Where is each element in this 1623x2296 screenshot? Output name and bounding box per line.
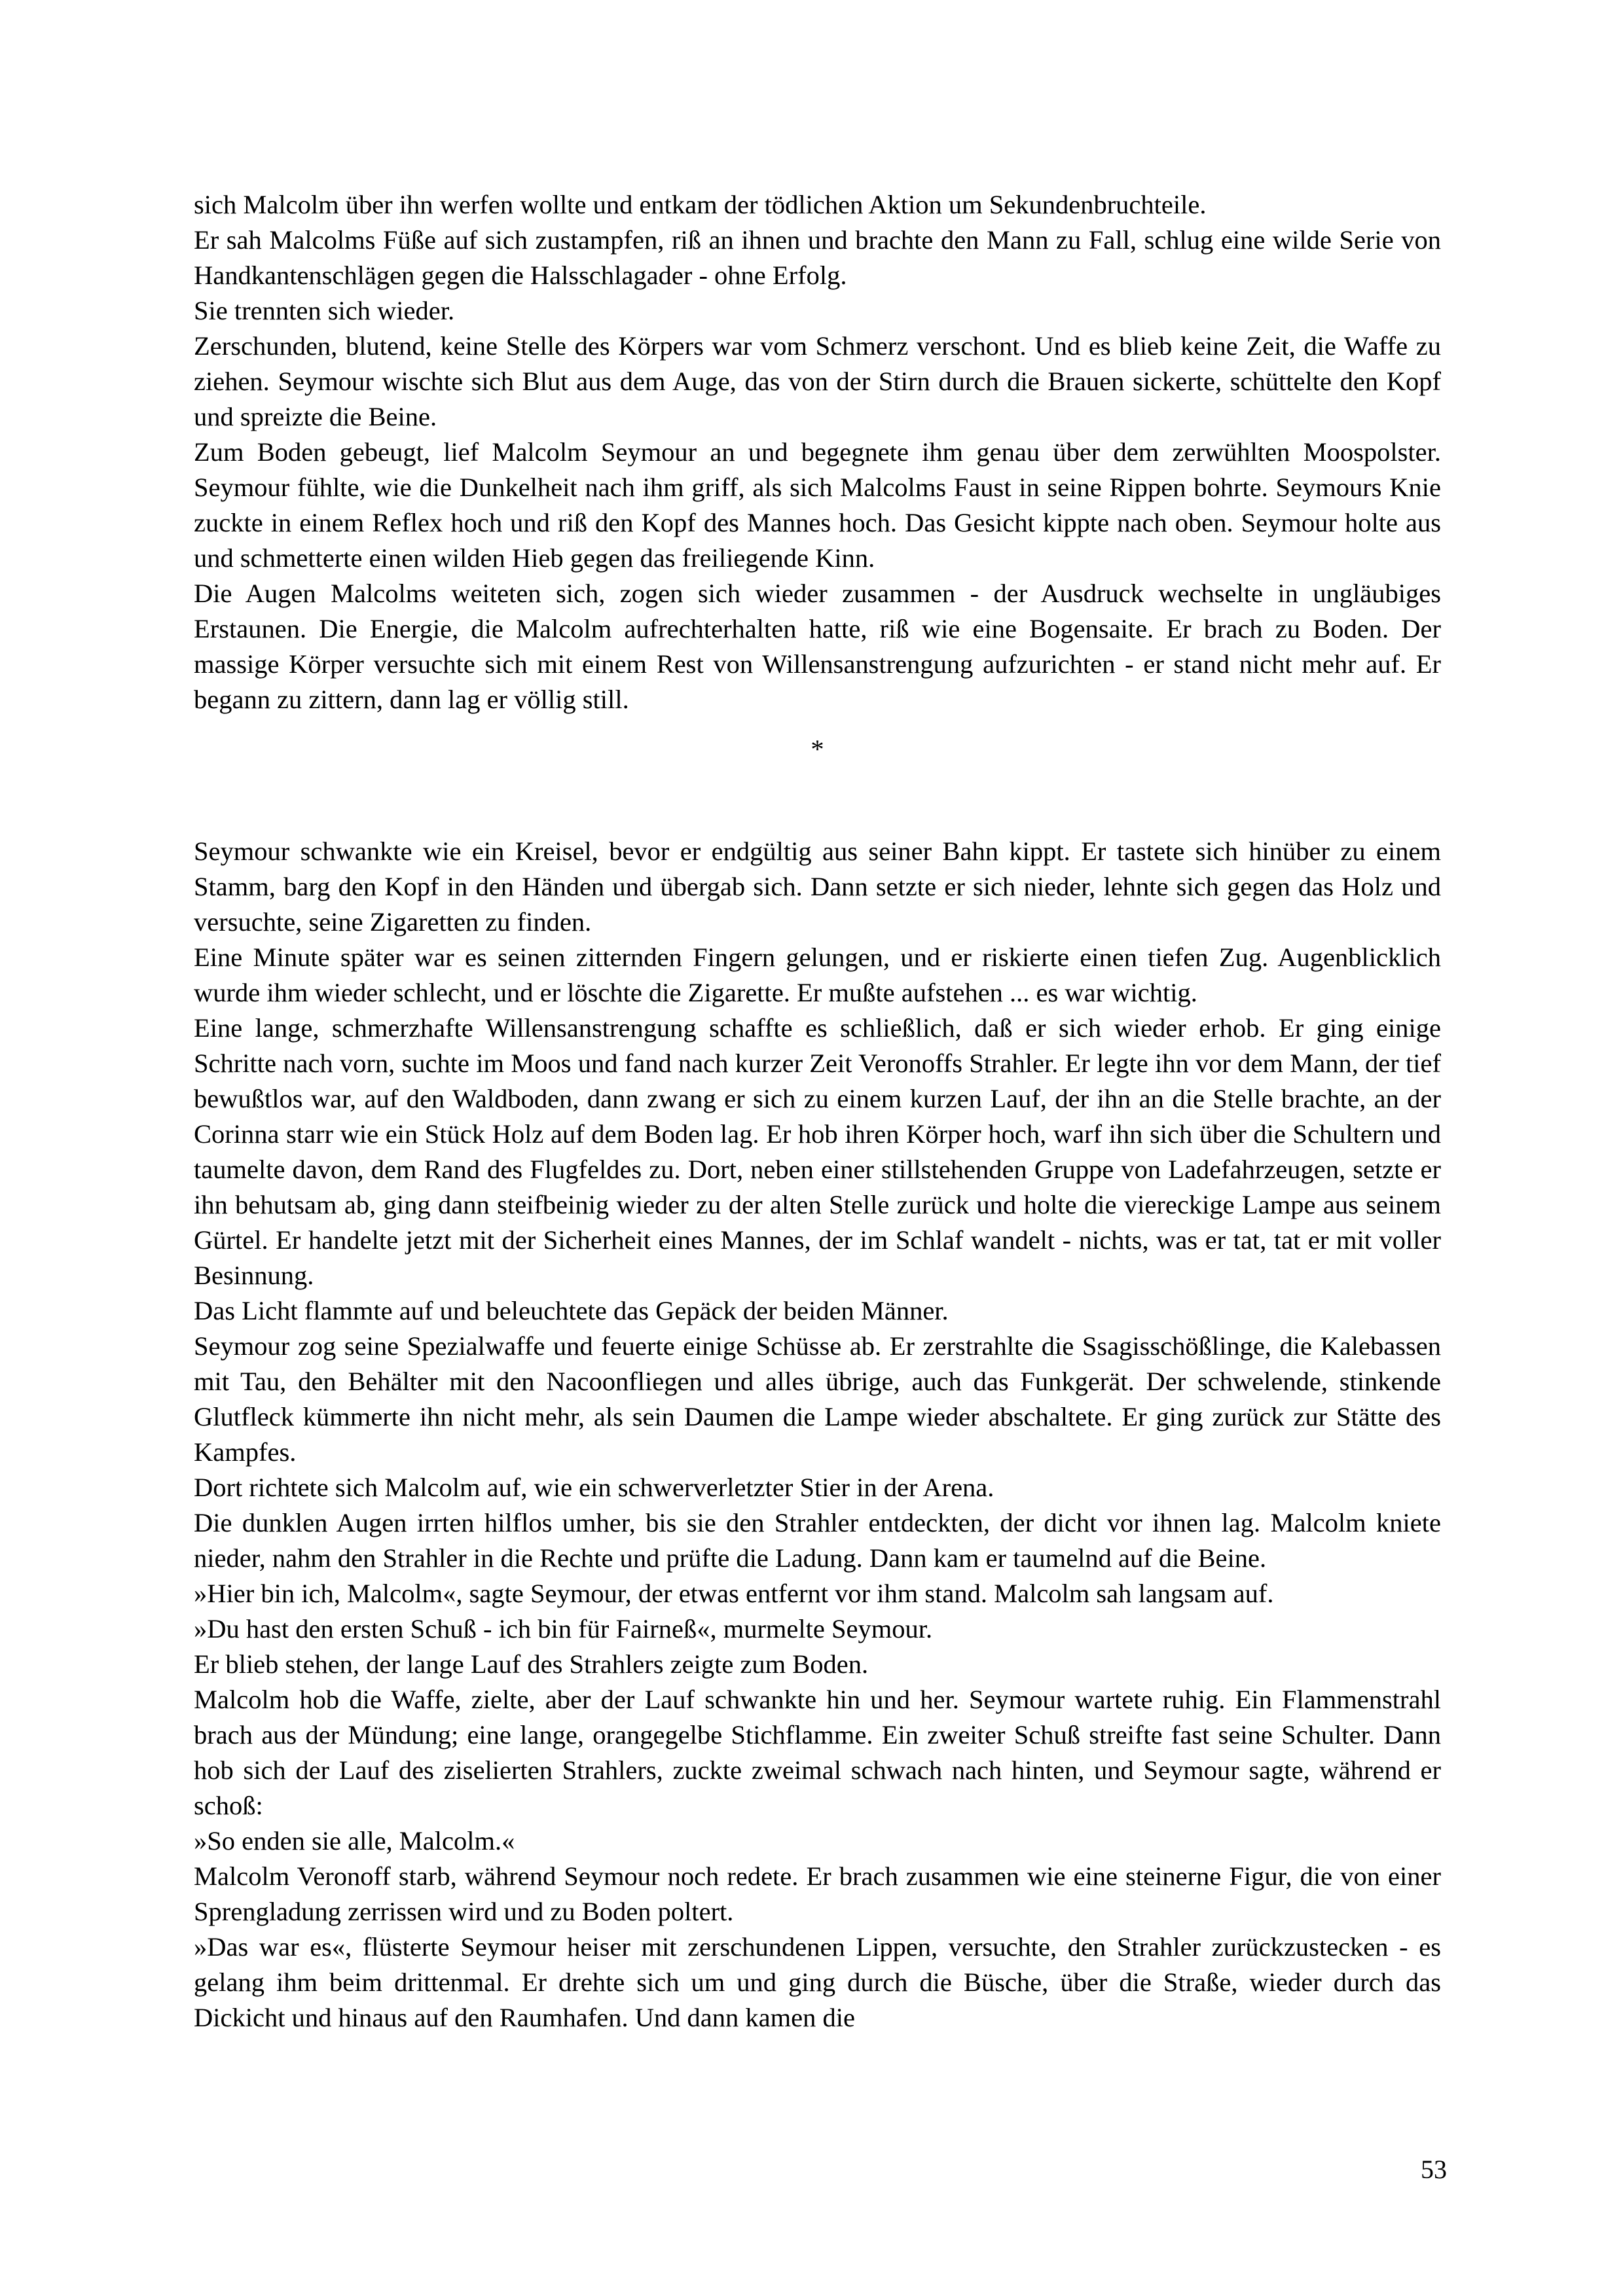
paragraph: Malcolm hob die Waffe, zielte, aber der Lauf schwankte hin und her. Seymour wartete ruhig. Ein Flammenstrahl brach aus der Mündung; eine lange, orangegelbe Stichflamme. Ein zweiter Schuß streifte fast seine Schulter. Dann hob sich der Lauf des ziselierten Strahlers, zuckte zweimal schwach nach hinten, und Seymour sagte, während er schoß: xyxy=(194,1685,1441,1820)
paragraph: Seymour schwankte wie ein Kreisel, bevor er endgültig aus seiner Bahn kippt. Er tastete sich hinüber zu einem Stamm, barg den Kopf in den Händen und übergab sich. Dann setzte er sich nieder, lehnte sich gegen das Holz und versuchte, seine Zigaretten zu finden. xyxy=(194,836,1441,937)
paragraph: Die dunklen Augen irrten hilflos umher, bis sie den Strahler entdeckten, der dicht vor ihnen lag. Malcolm kniete nieder, nahm den Strahler in die Rechte und prüfte die Ladung. Dann kam er taumelnd auf die Beine. xyxy=(194,1508,1441,1573)
paragraph: Zerschunden, blutend, keine Stelle des Körpers war vom Schmerz verschont. Und es blieb keine Zeit, die Waffe zu ziehen. Seymour wischte sich Blut aus dem Auge, das von der Stirn durch die Brauen sickerte, schüttelte den Kopf und spreizte die Beine. xyxy=(194,331,1441,431)
paragraph: sich Malcolm über ihn werfen wollte und entkam der tödlichen Aktion um Sekundenbruchteile. xyxy=(194,190,1207,219)
paragraph: Sie trennten sich wieder. xyxy=(194,296,455,325)
paragraph: »Du hast den ersten Schuß - ich bin für Fairneß«, murmelte Seymour. xyxy=(194,1614,933,1643)
paragraph: Malcolm Veronoff starb, während Seymour noch redete. Er brach zusammen wie eine steinerne Figur, die von einer Sprengladung zerrissen wird und zu Boden poltert. xyxy=(194,1861,1441,1926)
paragraph: Die Augen Malcolms weiteten sich, zogen sich wieder zusammen - der Ausdruck wechselte in ungläubiges Erstaunen. Die Energie, die Malcolm aufrechterhalten hatte, riß wie eine Bogensaite. Er brach zu Boden. Der massige Körper versuchte sich mit einem Rest von Willensanstrengung aufzurichten - er stand nicht mehr auf. Er begann zu zittern, dann lag er völlig still. xyxy=(194,579,1441,714)
paragraph: Er blieb stehen, der lange Lauf des Strahlers zeigte zum Boden. xyxy=(194,1649,869,1679)
paragraph: »So enden sie alle, Malcolm.« xyxy=(194,1826,515,1856)
page-number: 53 xyxy=(1421,2155,1447,2184)
section-separator: * xyxy=(811,734,824,764)
paragraph: Dort richtete sich Malcolm auf, wie ein schwerverletzter Stier in der Arena. xyxy=(194,1473,994,1502)
text-section-2 xyxy=(194,834,1441,2036)
paragraph: Zum Boden gebeugt, lief Malcolm Seymour an und begegnete ihm genau über dem zerwühlten Moospolster. Seymour fühlte, wie die Dunkelheit nach ihm griff, als sich Malcolms Faust in seine Rippen bohrte. Seymours Knie zuckte in einem Reflex hoch und riß den Kopf des Mannes hoch. Das Gesicht kippte nach oben. Seymour holte aus und schmetterte einen wilden Hieb gegen das freiliegende Kinn. xyxy=(194,437,1441,573)
paragraph: Seymour zog seine Spezialwaffe und feuerte einige Schüsse ab. Er zerstrahlte die Ssagisschößlinge, die Kalebassen mit Tau, den Behälter mit den Nacoonfliegen und alles übrige, auch das Funkgerät. Der schwelende, stinkende Glutfleck kümmerte ihn nicht mehr, als sein Daumen die Lampe wieder abschaltete. Er ging zurück zur Stätte des Kampfes. xyxy=(194,1331,1441,1467)
paragraph: »Das war es«, flüsterte Seymour heiser mit zerschundenen Lippen, versuchte, den Strahler zurückzustecken - es gelang ihm beim drittenmal. Er drehte sich um und ging durch die Büsche, über die Straße, wieder durch das Dickicht und hinaus auf den Raumhafen. Und dann kamen die xyxy=(194,1932,1441,2032)
paragraph: Eine lange, schmerzhafte Willensanstrengung schaffte es schließlich, daß er sich wieder erhob. Er ging einige Schritte nach vorn, suchte im Moos und fand nach kurzer Zeit Veronoffs Strahler. Er legte ihn vor dem Mann, der tief bewußtlos war, auf den Waldboden, dann zwang er sich zu einem kurzen Lauf, der ihn an die Stelle brachte, an der Corinna starr wie ein Stück Holz auf dem Boden lag. Er hob ihren Körper hoch, warf ihn sich über die Schultern und taumelte davon, dem Rand des Flugfeldes zu. Dort, neben einer stillstehenden Gruppe von Ladefahrzeugen, setzte er ihn behutsam ab, ging dann steifbeinig wieder zu der alten Stelle zurück und holte die viereckige Lampe aus seinem Gürtel. Er handelte jetzt mit der Sicherheit eines Mannes, der im Schlaf wandelt - nichts, was er tat, tat er mit voller Besinnung. xyxy=(194,1013,1441,1290)
paragraph: Das Licht flammte auf und beleuchtete das Gepäck der beiden Männer. xyxy=(194,1296,949,1325)
paragraph: Er sah Malcolms Füße auf sich zustampfen, riß an ihnen und brachte den Mann zu Fall, schlug eine wilde Serie von Handkantenschlägen gegen die Halsschlagader - ohne Erfolg. xyxy=(194,225,1441,290)
page-body xyxy=(194,187,1441,2036)
paragraph: Eine Minute später war es seinen zitternden Fingern gelungen, und er riskierte einen tiefen Zug. Augenblicklich wurde ihm wieder schlecht, und er löschte die Zigarette. Er mußte aufstehen ... es war wichtig. xyxy=(194,942,1441,1007)
paragraph: »Hier bin ich, Malcolm«, sagte Seymour, der etwas entfernt vor ihm stand. Malcolm sah langsam auf. xyxy=(194,1579,1274,1608)
text-section-1 xyxy=(194,187,1441,717)
